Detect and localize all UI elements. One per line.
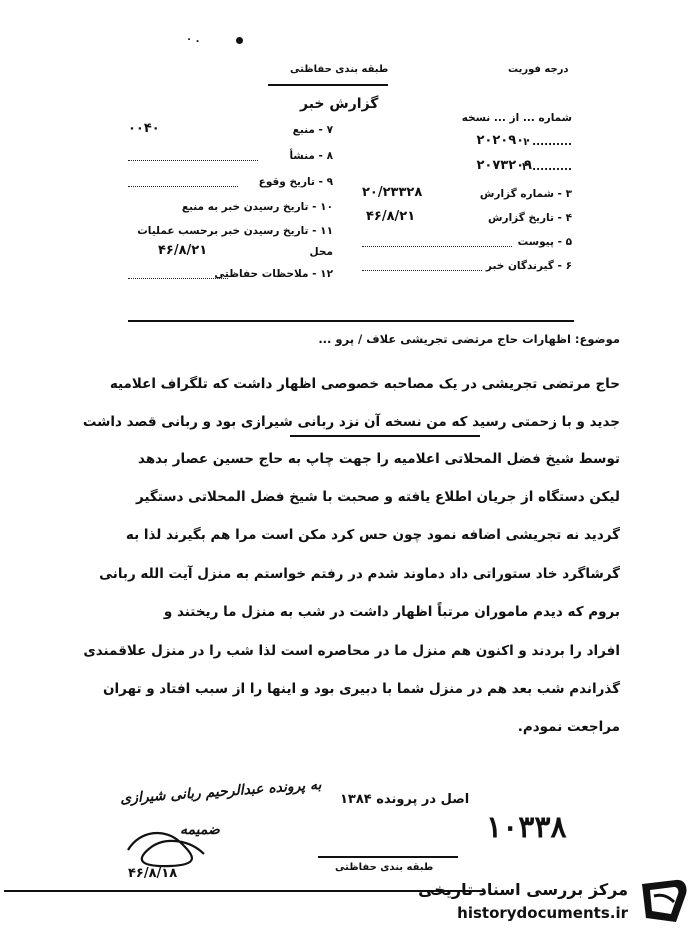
field-3-label: ۳ - شماره گزارش [479,188,572,200]
big-handwritten-number: ۱۰۳۳۸ [486,810,567,845]
field-4-value: ۴۶/۸/۲۱ [366,209,416,224]
header-divider [128,320,574,322]
priority-label: درجه فوریت [508,64,569,75]
field-5-label: ۵ - پیوست [517,236,572,248]
handwritten-initials: ضمیمه [180,822,220,838]
watermark-org-name: مرکز بررسی اسناد تاریخی [418,880,628,899]
field-3-value: ۲۰/۲۳۳۲۸ [362,185,423,200]
body-line-10: مراجعت نمودم. [517,719,620,735]
field-10-label: ۱۰ - تاریخ رسیدن خبر به منبع [181,201,333,213]
body-line-2: جدید و با زحمتی رسید که من نسخه آن نزد ربانی شیرازی بود و ربانی قصد داشت [82,414,620,430]
subject-line: موضوع: اظهارات حاج مرتضی تجریشی علاف / پرو ... [318,332,620,346]
field-9-label: ۹ - تاریخ وقوع [258,176,333,188]
body-line-8: افراد را بردند و اکنون هم منزل ما در محاصره است لذا شب را در منزل علاقمندی [83,643,620,659]
field-11-location-value: ۴۶/۸/۲۱ [158,243,208,258]
body-line-4: لیکن دستگاه از جریان اطلاع یافته و صحبت با شیخ فضل المحلاتی دستگیر [135,489,620,505]
classification-bottom-rule [318,856,458,858]
field-2-value: ۲۰۷۳۲۰۹ [476,158,532,173]
archive-date-note: اصل در پرونده ۱۳۸۴ [340,792,470,807]
body-line-6: گرشاگرد خاد ستوراتی داد دماوند شدم در رفتم خواستم به منزل آیت الله ربانی [99,566,620,582]
field-2-label: ۲ .......... [522,161,572,173]
report-title: گزارش خبر [300,96,379,112]
field-8-label: ۸ - منشأ [289,150,333,162]
field-6-dots [362,270,482,271]
field-11-location-label: محل [309,246,333,258]
body-underline [290,435,480,437]
ink-dot [236,37,243,44]
field-1-label: ۱ .......... [522,136,572,148]
body-line-9: گذراندم شب بعد هم در منزل شما با دبیری بود و اینها را از سبب افتاد و تهران [102,681,620,697]
field-6-label: ۶ - گیرندگان خبر [485,260,572,272]
body-line-1: حاج مرتضی تجریشی در یک مصاحبه خصوصی اظهار داشت که تلگراف اعلامیه [109,376,620,392]
field-copy-number: شماره ... از ... نسخه [461,112,572,124]
classification-top: طبقه بندی حفاظتی [290,64,389,75]
field-11-label: ۱۱ - تاریخ رسیدن خبر برحسب عملیات [137,225,333,237]
body-line-5: گردید نه تجریشی اضافه نمود چون حس کرد مکن است مرا هم بگیرند لذا به [125,527,620,543]
classification-underline [268,84,388,86]
field-4-label: ۴ - تاریخ گزارش [488,212,572,224]
page-bottom-rule [4,890,484,892]
field-8-dots [128,160,258,161]
field-5-dots [362,246,512,247]
top-marks: ۰ . [186,34,200,45]
classification-bottom: طبقه بندی حفاظتی [335,862,434,873]
field-12-dots [128,278,228,279]
book-leaf-icon [636,874,690,928]
watermark-url: historydocuments.ir [457,904,628,922]
field-7-label: ۷ - منبع [292,124,333,136]
bottom-date: ۴۶/۸/۱۸ [128,866,178,881]
body-line-7: بروم که دیدم ماموران مرتباً اظهار داشت در شب به منزل ما ریختند و [163,604,620,620]
body-line-3: توسط شیخ فضل المحلاتی اعلامیه را جهت چاپ به حاج حسین عصار بدهد [138,451,620,467]
field-7-value: ۰۰۴۰ [128,121,160,136]
field-12-label: ۱۲ - ملاحظات حفاظتی [214,268,333,280]
handwritten-annotation: به پرونده عبدالرحیم ربانی شیرازی [119,776,322,808]
field-1-value: ۲۰۲۰۹۰۰ [476,133,532,148]
field-9-dots [128,186,238,187]
